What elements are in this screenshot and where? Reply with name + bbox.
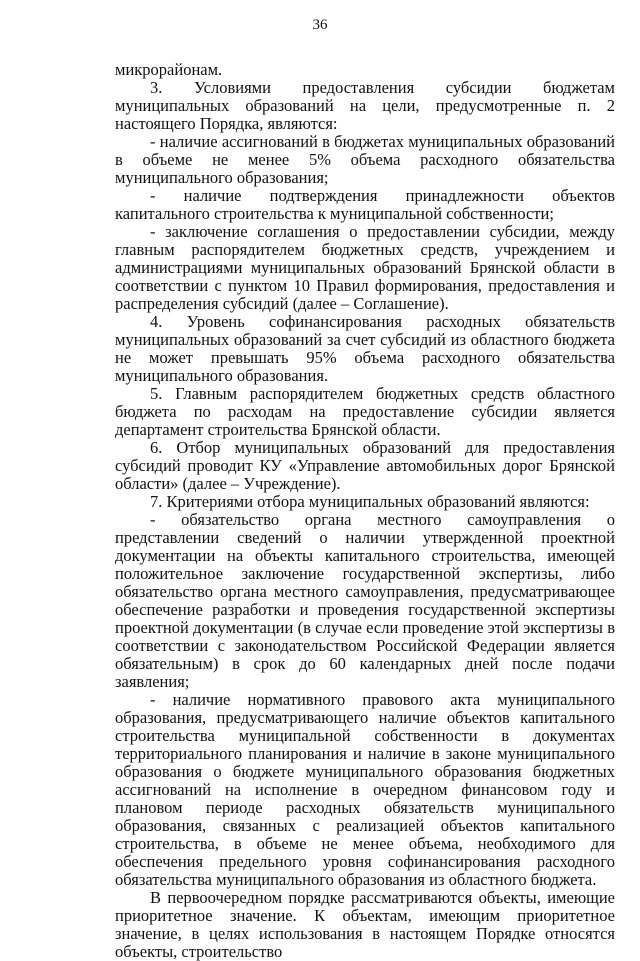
paragraph-clause-3: 3. Условиями предоставления субсидии бюджетам муниципальных образований на цели, предусмотренные п. 2 настоящего Порядка, являются: [115,78,615,133]
paragraph-clause-3-item-1: - наличие ассигнований в бюджетах муниципальных образований в объеме не менее 5% объема расходного обязательства муниципального образования; [115,132,615,187]
paragraph-priority-objects: В первоочередном порядке рассматриваются объекты, имеющие приоритетное значение. К объектам, имеющим приоритетное значение, в целях использования в настоящем Порядке относятся объекты, строительство [115,888,615,961]
paragraph-clause-7-item-1: - обязательство органа местного самоуправления о представлении сведений о наличии утвержденной проектной документации на объекты капитального строительства, имеющей положительное заключение государственной экспертизы, либо обязательство органа местного самоуправления, предусматривающее обеспечение разработки и проведения государственной экспертизы проектной документации (в случае если проведение этой экспертизы в соответствии с законодательством Российской Федерации является обязательным) в срок до 60 календарных дней после подачи заявления; [115,510,615,691]
paragraph-clause-3-item-3: - заключение соглашения о предоставлении субсидии, между главным распорядителем бюджетных средств, учреждением и администрациями муниципальных образований Брянской области в соответствии с пунктом 10 Правил формирования, предоставления и распределения субсидий (далее – Соглашение). [115,222,615,313]
paragraph-clause-6: 6. Отбор муниципальных образований для предоставления субсидий проводит КУ «Управление автомобильных дорог Брянской области» (далее – Учреждение). [115,438,615,493]
paragraph-clause-3-item-2: - наличие подтверждения принадлежности объектов капитального строительства к муниципальной собственности; [115,186,615,223]
paragraph-clause-7: 7. Критериями отбора муниципальных образований являются: [150,492,590,511]
paragraph-continuation: микрорайонам. [115,60,223,79]
page-number: 36 [312,17,328,33]
paragraph-clause-7-item-2: - наличие нормативного правового акта муниципального образования, предусматривающего наличие объектов капитального строительства муниципальной собственности в документах территориального планирования и наличие в законе муниципального образования о бюджете муниципального образования бюджетных ассигнований на исполнение в очередном финансовом году и плановом периоде расходных обязательств муниципального образования, связанных с реализацией объектов капитального строительства, в объеме не менее объема, необходимого для обеспечения предельного уровня софинансирования расходного обязательства муниципального образования из областного бюджета. [115,690,615,889]
paragraph-clause-4: 4. Уровень софинансирования расходных обязательств муниципальных образований за счет субсидий из областного бюджета не может превышать 95% объема расходного обязательства муниципального образования. [115,312,615,385]
document-body [115,61,615,961]
paragraph-clause-5: 5. Главным распорядителем бюджетных средств областного бюджета по расходам на предоставление субсидии является департамент строительства Брянской области. [115,384,615,439]
